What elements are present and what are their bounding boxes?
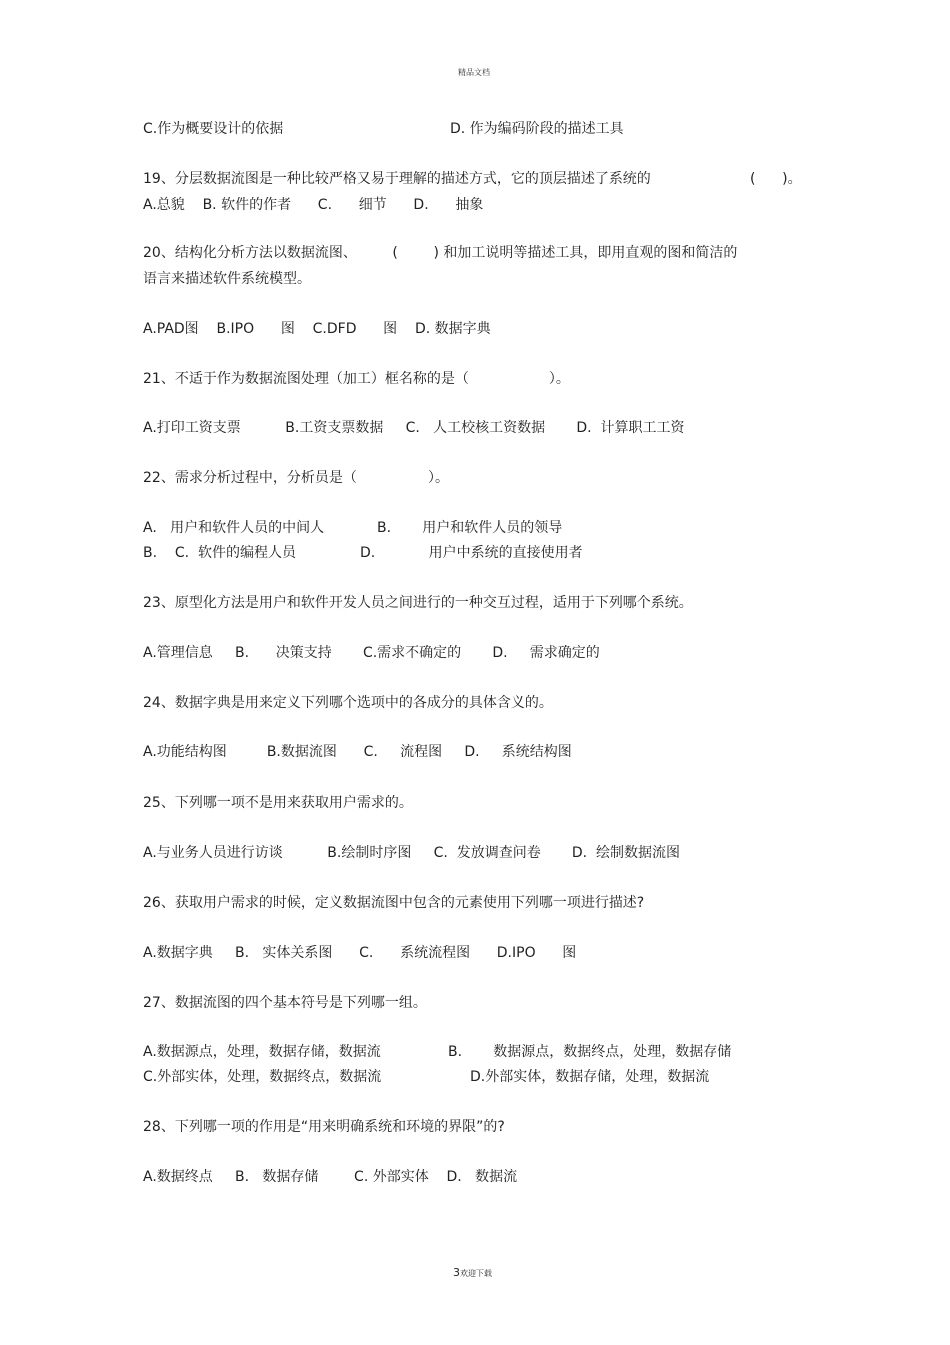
question-19-options: A.总貌 B. 软件的作者 C. 细节 D. 抽象 — [143, 197, 484, 213]
question-19-blank: ( )。 — [750, 171, 802, 187]
question-21-options: A.打印工资支票 B.工资支票数据 C. 人工校核工资数据 D. 计算职工工资 — [143, 420, 685, 436]
question-19-text: 19、分层数据流图是一种比较严格又易于理解的描述方式，它的顶层描述了系统的 — [143, 171, 651, 187]
page-footer — [453, 1261, 492, 1280]
question-23-text: 23、原型化方法是用户和软件开发人员之间进行的一种交互过程，适用于下列哪个系统。 — [143, 595, 693, 611]
question-20-text-line2: 语言来描述软件系统模型。 — [143, 271, 311, 287]
question-25-text: 25、下列哪一项不是用来获取用户需求的。 — [143, 795, 413, 811]
question-28-text: 28、下列哪一项的作用是“用来明确系统和环境的界限”的? — [143, 1119, 505, 1135]
question-26-text: 26、获取用户需求的时候，定义数据流图中包含的元素使用下列哪一项进行描述? — [143, 895, 645, 911]
question-25-options: A.与业务人员进行访谈 B.绘制时序图 C. 发放调查问卷 D. 绘制数据流图 — [143, 845, 680, 861]
footer-text: 欢迎下载 — [460, 1269, 492, 1278]
question-22-option-d: D. 用户中系统的直接使用者 — [360, 545, 583, 561]
question-18-option-d: D. 作为编码阶段的描述工具 — [450, 121, 624, 137]
question-27-text: 27、数据流图的四个基本符号是下列哪一组。 — [143, 995, 427, 1011]
question-27-option-c: C.外部实体，处理，数据终点，数据流 — [143, 1069, 382, 1085]
question-28-options: A.数据终点 B. 数据存储 C. 外部实体 D. 数据流 — [143, 1169, 518, 1185]
question-21-text: 21、不适于作为数据流图处理（加工）框名称的是（ ）。 — [143, 371, 570, 387]
question-20-options: A.PAD图 B.IPO 图 C.DFD 图 D. 数据字典 — [143, 321, 491, 337]
question-24-options: A.功能结构图 B.数据流图 C. 流程图 D. 系统结构图 — [143, 744, 572, 760]
question-22-option-b: B. 用户和软件人员的领导 — [377, 520, 563, 536]
question-27-option-a: A.数据源点，处理，数据存储，数据流 — [143, 1044, 381, 1060]
question-24-text: 24、数据字典是用来定义下列哪个选项中的各成分的具体含义的。 — [143, 695, 553, 711]
question-26-options: A.数据字典 B. 实体关系图 C. 系统流程图 D.IPO 图 — [143, 945, 577, 961]
question-22-text: 22、需求分析过程中，分析员是（ ）。 — [143, 470, 450, 486]
question-20-text-line1: 20、结构化分析方法以数据流图、 ( ) 和加工说明等描述工具，即用直观的图和简洁的 — [143, 245, 738, 261]
question-22-option-c: B. C. 软件的编程人员 — [143, 545, 296, 561]
question-23-options: A.管理信息 B. 决策支持 C.需求不确定的 D. 需求确定的 — [143, 645, 600, 661]
question-22-option-a: A. 用户和软件人员的中间人 — [143, 520, 325, 536]
page-number: 3 — [453, 1266, 460, 1279]
question-27-option-d: D.外部实体，数据存储，处理，数据流 — [470, 1069, 710, 1085]
question-18-option-c: C.作为概要设计的依据 — [143, 121, 284, 137]
question-27-option-b: B. 数据源点，数据终点，处理，数据存储 — [448, 1044, 732, 1060]
page-header: 精品文档 — [458, 68, 490, 77]
